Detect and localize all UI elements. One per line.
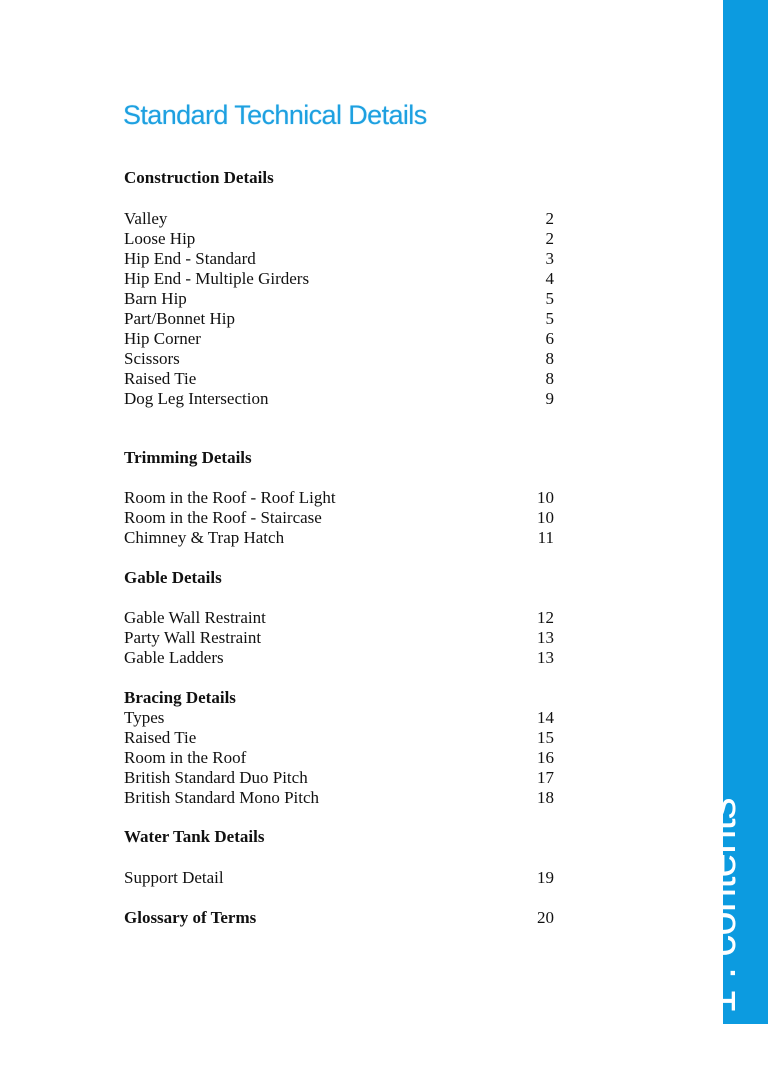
toc-entry-label: British Standard Mono Pitch <box>124 788 320 807</box>
toc-entry-label: Hip Corner <box>124 329 201 348</box>
toc-entry-label: Loose Hip <box>124 229 196 248</box>
toc-entry-page: 16 <box>537 748 554 767</box>
toc-entry-label: Raised Tie <box>124 369 197 388</box>
section-heading-construction: Construction Details <box>124 168 274 187</box>
toc-entry-page: 11 <box>537 528 554 547</box>
toc-entry-label: Raised Tie <box>124 728 197 747</box>
section-heading-trimming: Trimming Details <box>124 448 252 467</box>
section-side-tab <box>696 0 768 1072</box>
toc-entry-page: 9 <box>545 389 554 408</box>
toc-entry-label: Support Detail <box>124 868 224 887</box>
side-tab-label: ge 1 : contents <box>696 798 745 1072</box>
toc-entry-page: 13 <box>537 628 554 647</box>
toc-entry-page: 6 <box>545 329 554 348</box>
toc-entry-page: 8 <box>545 349 554 368</box>
toc-entry-label: Chimney & Trap Hatch <box>124 528 285 547</box>
toc-entry-page: 20 <box>537 908 554 927</box>
toc-entry-page: 10 <box>537 508 554 527</box>
page-title: Standard Technical Details <box>123 100 427 130</box>
toc-entry-label: Types <box>124 708 165 727</box>
section-heading-glossary: Glossary of Terms <box>124 908 257 927</box>
toc-entry-page: 3 <box>545 249 554 268</box>
toc-entry-page: 5 <box>545 289 554 308</box>
toc-entry-page: 12 <box>537 608 554 627</box>
toc-entry-page: 2 <box>545 209 554 228</box>
toc-entry-label: Gable Ladders <box>124 648 224 667</box>
toc-entry-page: 19 <box>537 868 554 887</box>
toc-entry-page: 8 <box>545 369 554 388</box>
toc-entry-label: Room in the Roof - Roof Light <box>124 488 336 507</box>
toc-entry-label: Hip End - Standard <box>124 249 256 268</box>
toc-entry-page: 13 <box>537 648 554 667</box>
toc-entry-label: Valley <box>124 209 168 228</box>
toc-entry-page: 15 <box>537 728 554 747</box>
toc-entry-label: Dog Leg Intersection <box>124 389 269 408</box>
section-heading-bracing: Bracing Details <box>124 688 236 707</box>
toc-entry-label: Room in the Roof <box>124 748 247 767</box>
toc-entry-page: 17 <box>537 768 554 787</box>
toc-entry-label: Party Wall Restraint <box>124 628 262 647</box>
toc-entry-label: Scissors <box>124 349 180 368</box>
toc-entry-label: Hip End - Multiple Girders <box>124 269 310 288</box>
toc-entry-page: 5 <box>545 309 554 328</box>
toc-entry-label: Barn Hip <box>124 289 187 308</box>
toc-entry-page: 14 <box>537 708 554 727</box>
section-heading-gable: Gable Details <box>124 568 222 587</box>
toc-entry-page: 2 <box>545 229 554 248</box>
toc-entry-label: Room in the Roof - Staircase <box>124 508 322 527</box>
toc-entry-label: Part/Bonnet Hip <box>124 309 235 328</box>
toc-entry-label: British Standard Duo Pitch <box>124 768 308 787</box>
toc-entry-label: Gable Wall Restraint <box>124 608 266 627</box>
toc-entry-page: 4 <box>545 269 554 288</box>
toc-entry-page: 10 <box>537 488 554 507</box>
section-heading-water-tank: Water Tank Details <box>124 827 265 846</box>
toc-entry-page: 18 <box>537 788 554 807</box>
